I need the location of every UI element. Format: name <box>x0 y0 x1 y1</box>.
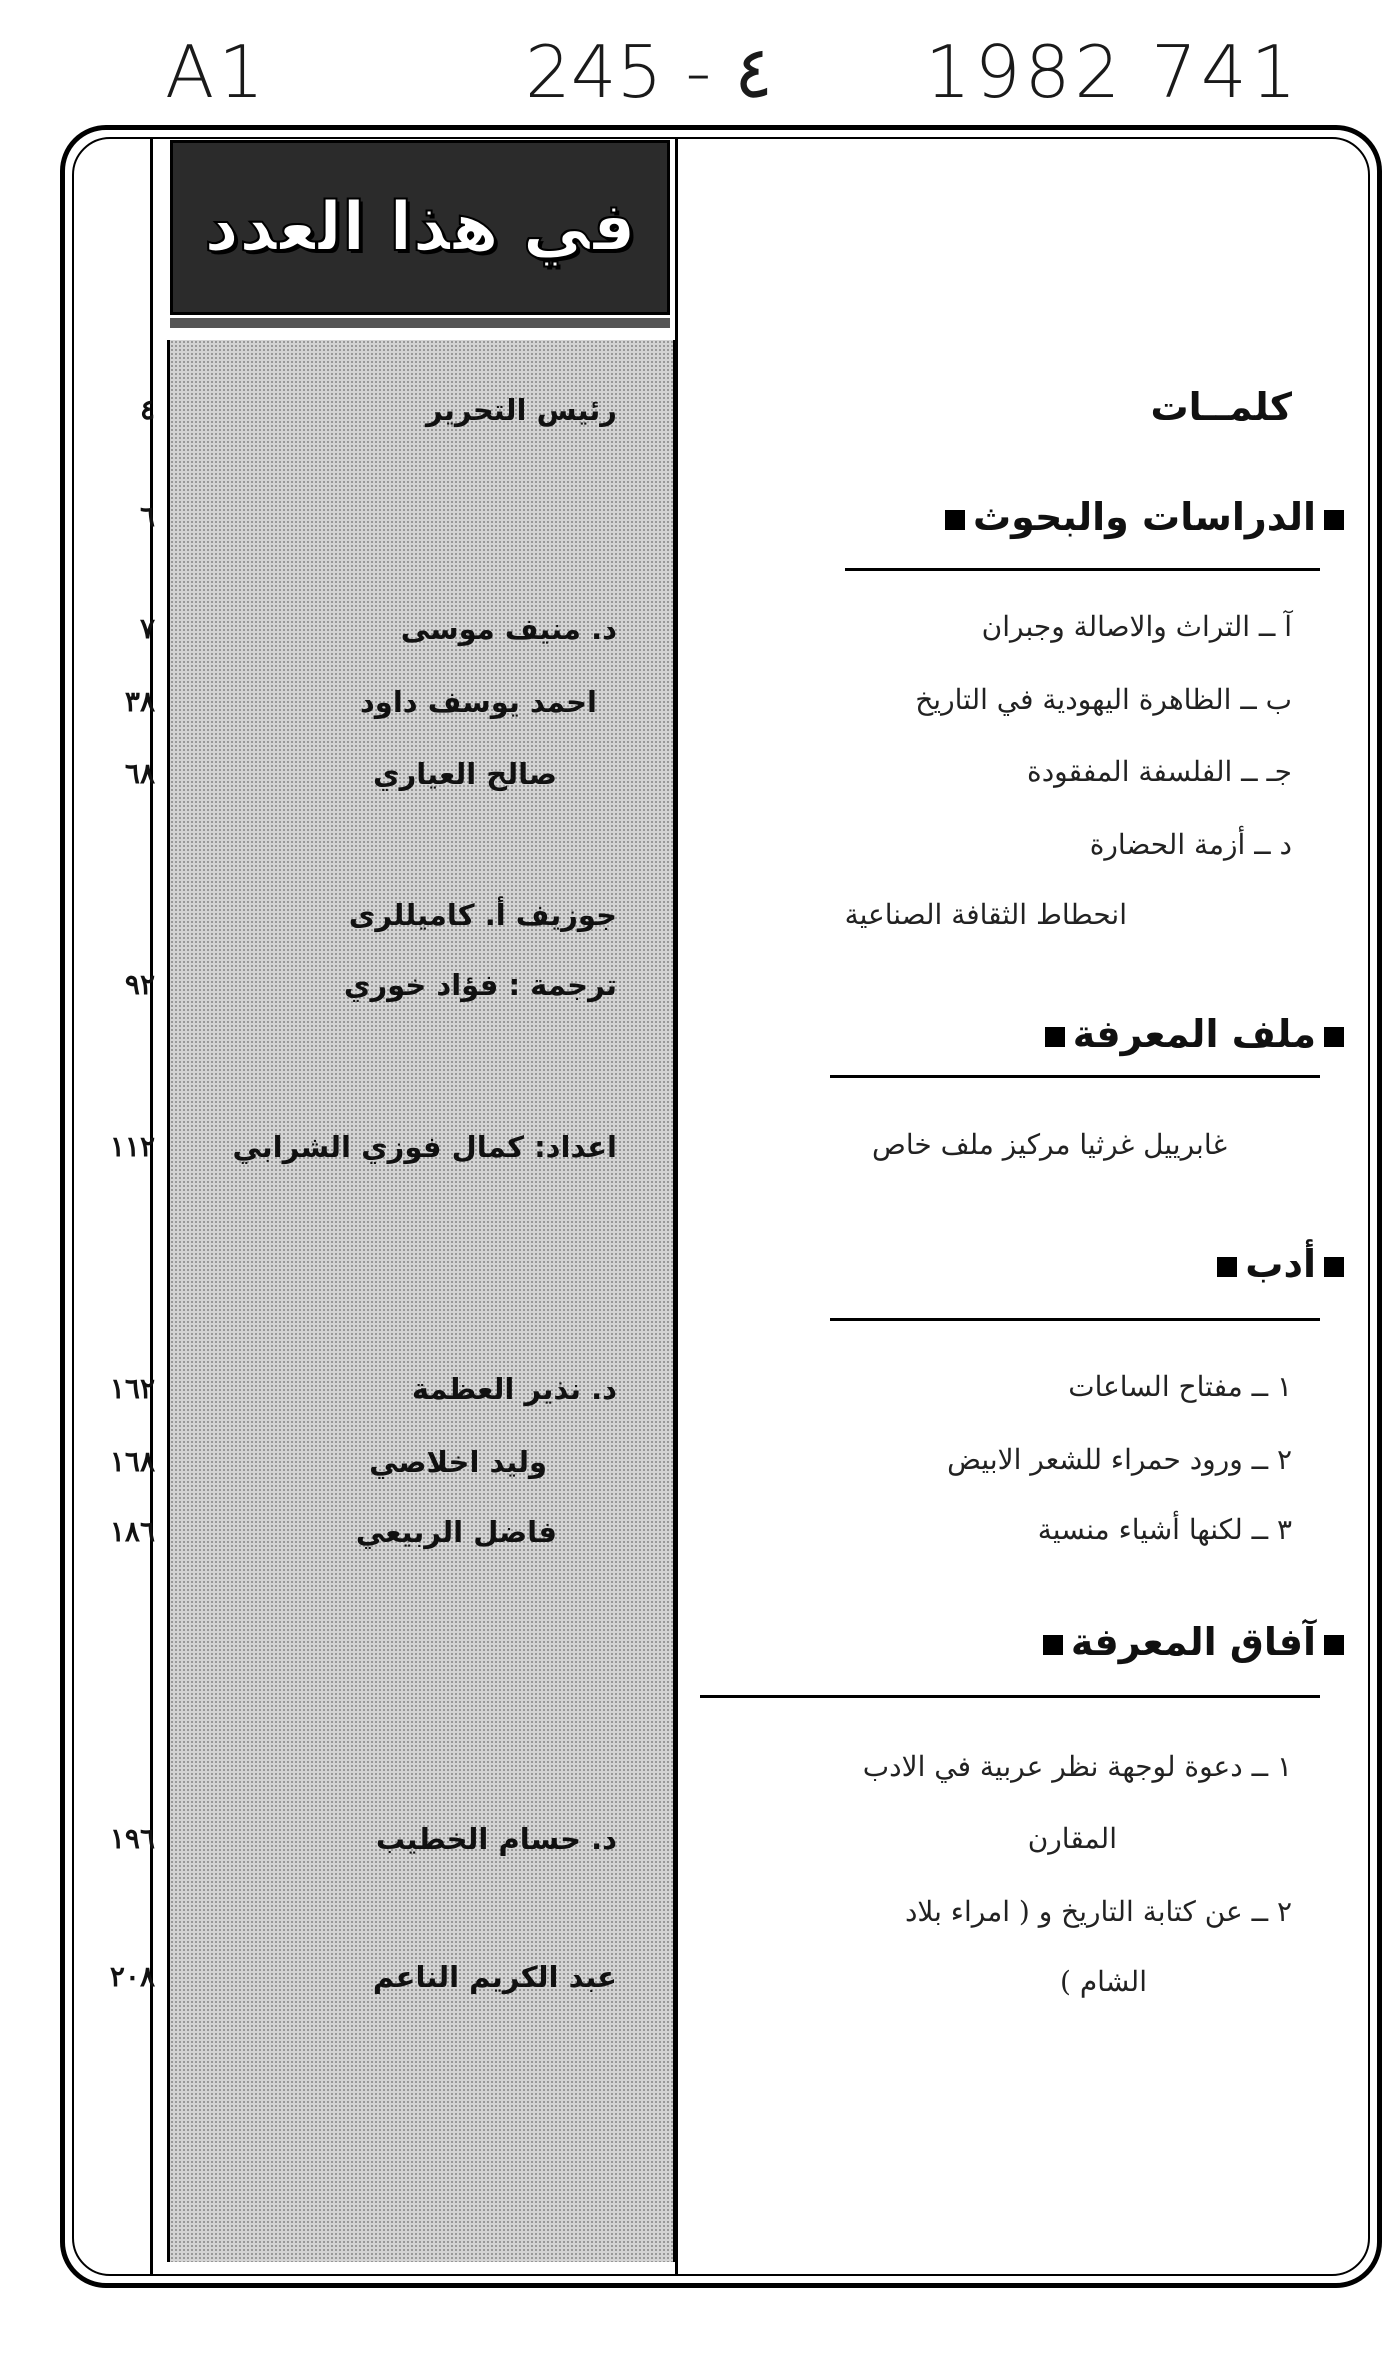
square-bullet-icon <box>1217 1257 1237 1277</box>
horizons-item-title: ١ ــ دعوة لوجهة نظر عربية في الادب <box>862 1750 1292 1783</box>
section-literature-title: أدب <box>1245 1242 1316 1286</box>
handwritten-code-left: A1 <box>165 30 269 114</box>
section-studies-title: الدراسات والبحوث <box>972 495 1316 539</box>
square-bullet-icon <box>1324 1027 1344 1047</box>
section-knowledge-file-title: ملف المعرفة <box>1072 1012 1316 1056</box>
studies-item-page: ٦٨ <box>124 757 155 790</box>
horizons-item-title-cont: الشام ) <box>1060 1965 1147 1998</box>
studies-item-title: جـ ــ الفلسفة المفقودة <box>1027 755 1292 788</box>
studies-item-translator: ترجمة : فؤاد خوري <box>343 968 617 1002</box>
studies-item-title: آ ــ التراث والاصالة وجبران <box>981 610 1292 643</box>
literature-item-title: ٢ ــ ورود حمراء للشعر الابيض <box>947 1443 1292 1476</box>
studies-item-author: احمد يوسف داود <box>359 685 597 719</box>
knowledge-item-title: غابرييل غرثيا مركيز ملف خاص <box>872 1128 1227 1161</box>
literature-item-title: ١ ــ مفتاح الساعات <box>1068 1370 1292 1403</box>
section-horizons <box>1035 1620 1352 1664</box>
literature-item-page: ١٦٢ <box>109 1372 155 1405</box>
studies-item-title: ب ــ الظاهرة اليهودية في التاريخ <box>915 683 1292 716</box>
section-rule <box>830 1318 1320 1321</box>
section-rule <box>700 1695 1320 1698</box>
square-bullet-icon <box>1043 1635 1063 1655</box>
header-title: في هذا العدد <box>204 188 636 267</box>
studies-item-page: ٣٨ <box>124 685 155 718</box>
kalimat-label: كلمــات <box>1150 385 1292 429</box>
section-literature <box>1209 1242 1352 1286</box>
square-bullet-icon <box>945 510 965 530</box>
section-studies <box>937 495 1352 539</box>
horizons-item-page: ١٩٦ <box>109 1822 155 1855</box>
studies-item-author: د. منيف موسى <box>400 612 617 646</box>
kalimat-author: رئيس التحرير <box>425 393 617 427</box>
literature-item-title: ٣ ــ لكنها أشياء منسية <box>1037 1513 1292 1546</box>
handwritten-code-middle: 245 - ٤ <box>525 30 773 114</box>
studies-item-author: صالح العياري <box>373 757 557 791</box>
literature-item-page: ١٨٦ <box>109 1515 155 1548</box>
square-bullet-icon <box>1324 1257 1344 1277</box>
horizons-item-title: ٢ ــ عن كتابة التاريخ و ( امراء بلاد <box>904 1895 1292 1928</box>
studies-item-subtitle: انحطاط الثقافة الصناعية <box>844 898 1127 931</box>
horizons-item-author: د. حسام الخطيب <box>375 1822 617 1856</box>
knowledge-item-page: ١١٢ <box>109 1130 155 1163</box>
studies-item-author: جوزيف أ. كاميللرى <box>348 898 617 932</box>
horizons-item-author: عبد الكريم الناعم <box>372 1960 617 1994</box>
title-column-divider <box>675 137 678 2276</box>
studies-page: ٦ <box>139 500 155 533</box>
horizons-item-page: ٢٠٨ <box>109 1960 155 1993</box>
square-bullet-icon <box>1324 510 1344 530</box>
horizons-item-title-cont: المقارن <box>1027 1822 1117 1855</box>
section-rule <box>845 568 1320 571</box>
header-shadow <box>170 318 670 328</box>
header-banner <box>170 140 670 315</box>
kalimat-page: ٤ <box>139 393 155 426</box>
studies-item-page: ٧ <box>139 612 155 645</box>
knowledge-item-author: اعداد: كمال فوزي الشرابي <box>232 1130 617 1164</box>
section-horizons-title: آفاق المعرفة <box>1070 1620 1316 1664</box>
literature-item-author: فاضل الربيعي <box>355 1515 557 1549</box>
literature-item-author: وليد اخلاصي <box>369 1445 547 1479</box>
page-column-divider <box>150 137 153 2276</box>
literature-item-page: ١٦٨ <box>109 1445 155 1478</box>
square-bullet-icon <box>1324 1635 1344 1655</box>
studies-item-title: د ــ أزمة الحضارة <box>1089 828 1292 861</box>
section-knowledge-file <box>1037 1012 1352 1056</box>
handwritten-code-right: 1982 741 <box>925 30 1301 114</box>
square-bullet-icon <box>1045 1027 1065 1047</box>
studies-item-page: ٩٢ <box>124 968 155 1001</box>
literature-item-author: د. نذير العظمة <box>411 1372 617 1406</box>
section-rule <box>830 1075 1320 1078</box>
